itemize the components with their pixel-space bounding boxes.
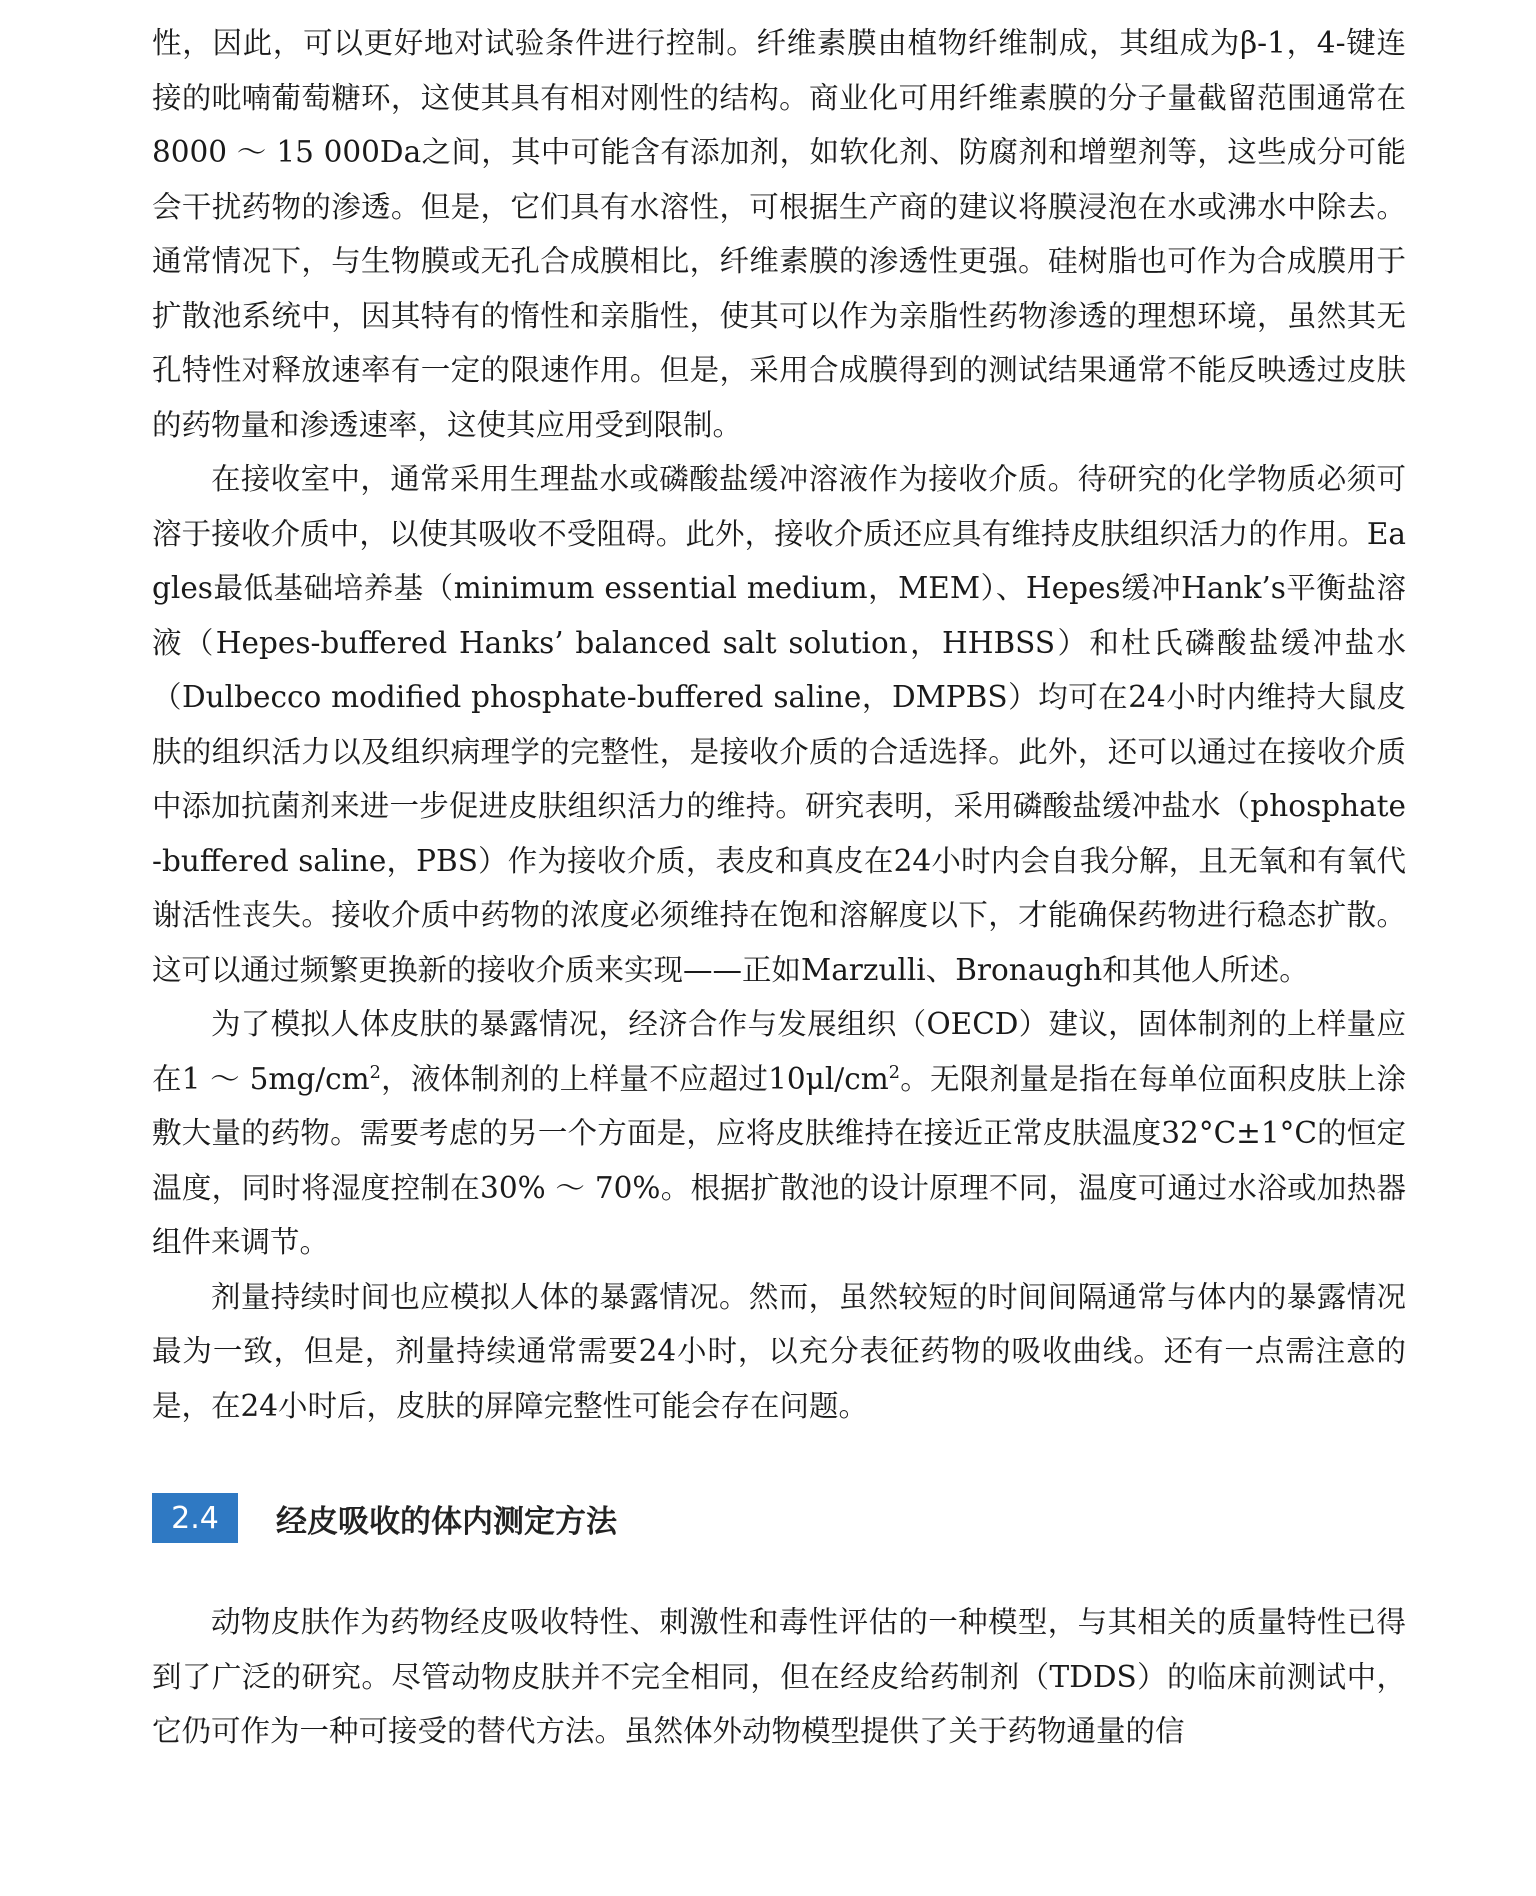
paragraph (152, 16, 1406, 452)
text-run: 动物皮肤作为药物经皮吸收特性、刺激性和毒性评估的一种模型，与其相关的质量特性已得到了广泛的研究。尽管动物皮肤并不完全相同，但在经皮给药制剂（TDDS）的临床前测试中，它仍可作为一种可接受的替代方法。虽然体外动物模型提供了关于药物通量的信 (152, 1605, 1406, 1748)
superscript: 2 (888, 1062, 900, 1083)
text-run: 。无限剂量是指在每单位面积皮肤上涂敷大量的药物。需要考虑的另一个方面是，应将皮肤维持在接近正常皮肤温度32°C±1°C的恒定温度，同时将湿度控制在30% ～ 70%。根据扩散池的设计原理不同，温度可通过水浴或加热器组件来调节。 (152, 1061, 1406, 1259)
section-heading (152, 1493, 1406, 1543)
text-run: 为了模拟人体皮肤的暴露情况，经济合作与发展组织（OECD）建议，固体制剂的上样量应在1 ～ 5mg/cm (152, 1007, 1406, 1096)
text-run: 性，因此，可以更好地对试验条件进行控制。纤维素膜由植物纤维制成，其组成为β-1，4-键连接的吡喃葡萄糖环，这使其具有相对刚性的结构。商业化可用纤维素膜的分子量截留范围通常在8000 ～ 15 000Da之间，其中可能含有添加剂，如软化剂、防腐剂和增塑剂等，这些成分可能会干扰药物的渗透。但是，它们具有水溶性，可根据生产商的建议将膜浸泡在水或沸水中除去。通常情况下，与生物膜或无孔合成膜相比，纤维素膜的渗透性更强。硅树脂也可作为合成膜用于扩散池系统中，因其特有的惰性和亲脂性，使其可以作为亲脂性药物渗透的理想环境，虽然其无孔特性对释放速率有一定的限速作用。但是，采用合成膜得到的测试结果通常不能反映透过皮肤的药物量和渗透速率，这使其应用受到限制。 (152, 26, 1406, 442)
section-number-badge: 2.4 (152, 1493, 238, 1543)
paragraph (152, 997, 1406, 1270)
paragraph (152, 452, 1406, 997)
text-run: 在接收室中，通常采用生理盐水或磷酸盐缓冲溶液作为接收介质。待研究的化学物质必须可溶于接收介质中，以使其吸收不受阻碍。此外，接收介质还应具有维持皮肤组织活力的作用。Eagles最低基础培养基（minimum essential medium，MEM）、Hepes缓冲Hank’s平衡盐溶液（Hepes-buffered Hanks’ balanced salt solution，HHBSS）和杜氏磷酸盐缓冲盐水（Dulbecco modified phosphate-buffered saline，DMPBS）均可在24小时内维持大鼠皮肤的组织活力以及组织病理学的完整性，是接收介质的合适选择。此外，还可以通过在接收介质中添加抗菌剂来进一步促进皮肤组织活力的维持。研究表明，采用磷酸盐缓冲盐水（phosphate-buffered saline，PBS）作为接收介质，表皮和真皮在24小时内会自我分解，且无氧和有氧代谢活性丧失。接收介质中药物的浓度必须维持在饱和溶解度以下，才能确保药物进行稳态扩散。这可以通过频繁更换新的接收介质来实现——正如Marzulli、Bronaugh和其他人所述。 (152, 462, 1406, 987)
text-run: ，液体制剂的上样量不应超过10μl/cm (380, 1061, 889, 1096)
paragraph (152, 1270, 1406, 1434)
text-run: 剂量持续时间也应模拟人体的暴露情况。然而，虽然较短的时间间隔通常与体内的暴露情况最为一致，但是，剂量持续通常需要24小时，以充分表征药物的吸收曲线。还有一点需注意的是，在24小时后，皮肤的屏障完整性可能会存在问题。 (152, 1279, 1406, 1423)
body-text-after-section (152, 1595, 1406, 1759)
body-text-before-section (152, 16, 1406, 1433)
section-title: 经皮吸收的体内测定方法 (276, 1503, 617, 1540)
superscript: 2 (369, 1062, 381, 1083)
paragraph (152, 1595, 1406, 1759)
